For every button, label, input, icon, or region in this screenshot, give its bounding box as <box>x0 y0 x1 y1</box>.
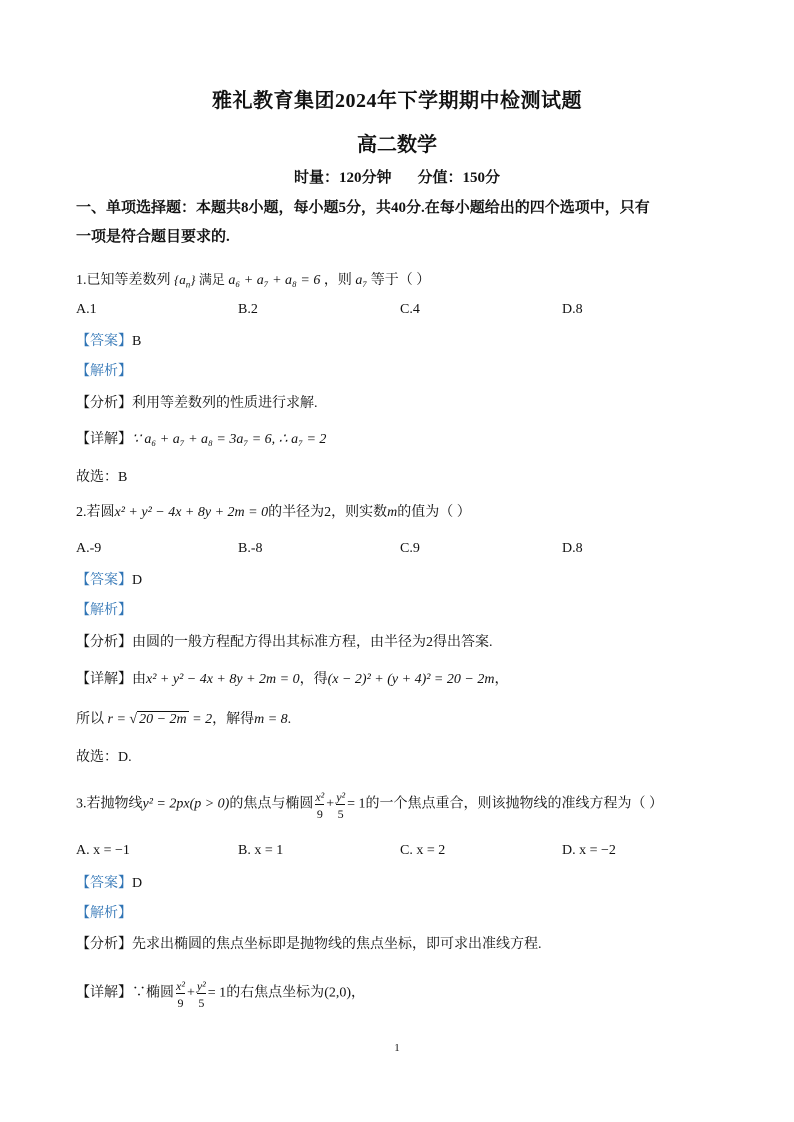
q2-option-c: C.9 <box>400 541 420 556</box>
page-number: 1 <box>394 1042 400 1054</box>
time-limit: 时量：120分钟 <box>293 170 392 186</box>
q3-answer: 【答案】D <box>76 876 143 891</box>
q2-option-a: A.-9 <box>76 541 102 556</box>
q3-parabola: y² = 2px(p > 0) <box>142 796 230 812</box>
q1-answer: 【答案】B <box>76 334 142 349</box>
q2-equation: x² + y² − 4x + 8y + 2m = 0 <box>114 505 269 520</box>
q1-option-a: A.1 <box>76 302 97 317</box>
total-score: 分值：150分 <box>417 170 501 186</box>
q2-detail: 【详解】由x² + y² − 4x + 8y + 2m = 0，得(x − 2)² + (y + 4)² = 20 − 2m， <box>76 672 509 687</box>
q3-option-d: D. x = −2 <box>562 843 616 858</box>
q3-fenxi: 【分析】先求出椭圆的焦点坐标即是抛物线的焦点坐标，即可求出准线方程. <box>76 937 542 952</box>
q2-radius: 所以 r = √ 20 − 2m = 2，解得m = 8. <box>76 712 292 727</box>
q2-analysis-label: 【解析】 <box>76 603 132 618</box>
q1-option-c: C.4 <box>400 302 420 317</box>
q1-detail: 【详解】∵ a₆ + a₇ + a₈ = 3a₇ = 6, ∴ a₇ = 2 <box>76 432 327 447</box>
question-2: 2.若圆x² + y² − 4x + 8y + 2m = 0的半径为2，则实数m的值为（ ） <box>76 505 471 520</box>
q2-option-d: D.8 <box>562 541 583 556</box>
exam-info <box>0 166 794 187</box>
q1-option-b: B.2 <box>238 302 258 317</box>
q3-option-a: A. x = −1 <box>76 843 130 858</box>
subject-title: 高二数学 <box>357 134 437 156</box>
q1-option-d: D.8 <box>562 302 583 317</box>
q3-frac-x: $\frac{\text{x²}}{9}$ <box>315 790 325 821</box>
q2-answer: 【答案】D <box>76 573 143 588</box>
q1-fenxi: 【分析】利用等差数列的性质进行求解. <box>76 396 318 411</box>
question-3: 3.若抛物线y² = 2px(p > 0)的焦点与椭圆 $\frac{\text{x²}}{9}$ + $\frac{\text{y²}}{5}$ = 1的一个焦点重合，则该抛物线的准线方程为（ ） <box>76 787 663 822</box>
page-title: 雅礼教育集团2024年下学期期中检测试题 <box>212 90 582 112</box>
q3-frac-y: $\frac{\text{y²}}{5}$ <box>336 790 346 821</box>
q2-fenxi: 【分析】由圆的一般方程配方得出其标准方程，由半径为2得出答案. <box>76 635 493 650</box>
q3-option-b: B. x = 1 <box>238 843 284 858</box>
q3-detail: 【详解】∵椭圆 $\frac{\text{x²}}{9}$ + $\frac{\text{y²}}{5}$ = 1的右焦点坐标为(2,0)， <box>76 979 366 1010</box>
q3-analysis-label: 【解析】 <box>76 906 132 921</box>
section-heading: 一、单项选择题：本题共8小题，每小题5分，共40分.在每小题给出的四个选项中，只有 一项是符合题目要求的. <box>76 200 650 245</box>
q2-option-b: B.-8 <box>238 541 263 556</box>
question-1: 1.已知等差数列 $\{a_n\}$ 满足 a₆ + a₇ + a₈ = 6 ，则 a₇ 等于（ ） <box>76 272 431 290</box>
q1-condition: a₆ + a₇ + a₈ = 6 <box>228 273 321 288</box>
q2-choose: 故选：D. <box>76 750 132 765</box>
q3-option-c: C. x = 2 <box>400 843 446 858</box>
q1-choose: 故选：B <box>76 470 128 485</box>
q1-analysis-label: 【解析】 <box>76 364 132 379</box>
